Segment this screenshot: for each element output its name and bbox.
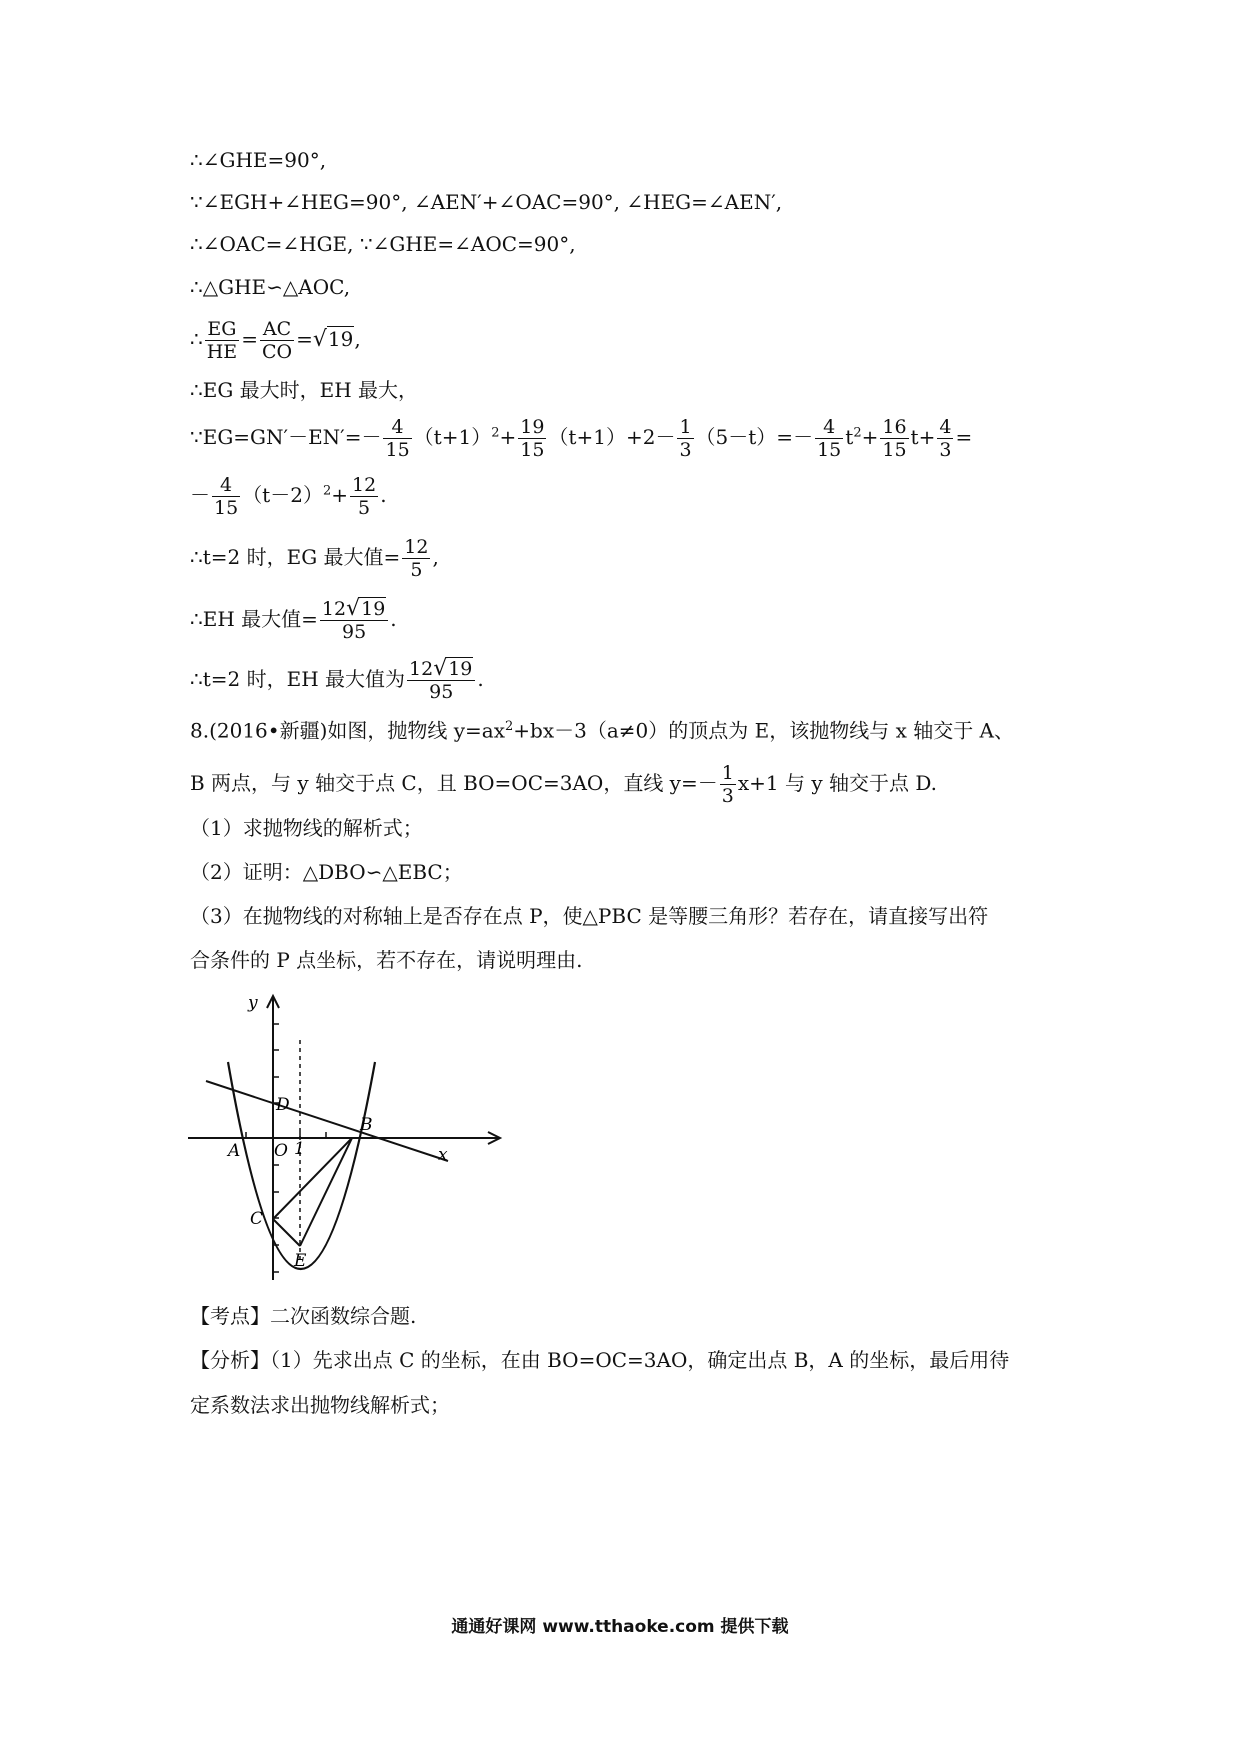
problem-question-2: （2）证明：△DBO∽△EBC； (190, 860, 463, 884)
solution-line-7: ∵EG=GN′－EN′=－ $\frac{4}{15}$ $(t+1)^2+$ $\frac{19}{15}$ （t+1）+2－ $\frac{1}{3}$ （5－t）=－ $\frac{4}{15}$ $t^2+$ $\frac{16}{15}$ t+ $\frac{4}{3}$ = (190, 416, 973, 461)
segment-eb (300, 1138, 352, 1246)
label-e: E (294, 1251, 307, 1271)
fenxi-line-1: 【分析】（1）先求出点 C 的坐标，在由 BO=OC=3AO，确定出点 B，A 的坐标，最后用待 (190, 1348, 1010, 1372)
label-x: x (438, 1145, 448, 1165)
label-c: C (250, 1209, 264, 1229)
kaodian-line: 【考点】二次函数综合题. (190, 1304, 417, 1328)
sqrt-19: √19 (312, 327, 354, 352)
parabola-curve (228, 1062, 375, 1269)
solution-line-3: ∴∠OAC=∠HGE, ∵∠GHE=∠AOC=90°, (190, 232, 576, 256)
parabola-figure (180, 990, 520, 1290)
line-db (206, 1081, 448, 1161)
solution-line-5: ∴ $\frac{EG}{HE}$ = $\frac{AC}{CO}$ =√19, (190, 318, 361, 363)
fraction-eg-he: $\frac{EG}{HE}$ (206, 318, 238, 363)
solution-line-8: － $\frac{4}{15}$ $(t-2)^2+$ $\frac{12}{5}$ . (190, 474, 387, 519)
fenxi-line-2: 定系数法求出抛物线解析式； (190, 1393, 450, 1417)
solution-line-2: ∵∠EGH+∠HEG=90°, ∠AEN′+∠OAC=90°, ∠HEG=∠AEN′, (190, 190, 783, 214)
label-a: A (228, 1141, 241, 1161)
solution-line-10: ∴EH 最大值= $\frac{12√19}{95}$ . (190, 596, 397, 643)
solution-line-4: ∴△GHE∽△AOC, (190, 275, 351, 299)
fraction-ac-co: $\frac{AC}{CO}$ (261, 318, 293, 363)
footer: 通通好课网 www.tthaoke.com 提供下载 (451, 1617, 789, 1637)
label-o: O (274, 1141, 288, 1161)
solution-line-11: ∴t=2 时，EH 最大值为 $\frac{12√19}{95}$ . (190, 656, 484, 703)
problem-question-3a: （3）在抛物线的对称轴上是否存在点 P，使△PBC 是等腰三角形？若存在，请直接写出符 (190, 904, 989, 928)
segment-ce (273, 1219, 300, 1246)
label-d: D (276, 1095, 290, 1115)
problem-question-3b: 合条件的 P 点坐标，若不存在，请说明理由. (190, 948, 583, 972)
label-one: 1 (294, 1139, 305, 1159)
solution-line-1: ∴∠GHE=90°, (190, 148, 327, 172)
problem-line-2: B 两点，与 y 轴交于点 C，且 BO=OC=3AO，直线 y=－ $\frac{1}{3}$ x+1 与 y 轴交于点 D. (190, 762, 938, 807)
solution-line-9: ∴t=2 时，EG 最大值= $\frac{12}{5}$ , (190, 536, 439, 581)
problem-question-1: （1）求抛物线的解析式； (190, 816, 423, 840)
problem-line-1: 8.(2016•新疆)如图，抛物线 $y=ax^2+bx-3(a\ne 0)$的顶点为 E，该抛物线与 x 轴交于 A、 (190, 718, 1015, 743)
solution-line-6: ∴EG 最大时，EH 最大， (190, 378, 419, 402)
label-y: y (248, 993, 258, 1013)
label-b: B (360, 1115, 373, 1135)
